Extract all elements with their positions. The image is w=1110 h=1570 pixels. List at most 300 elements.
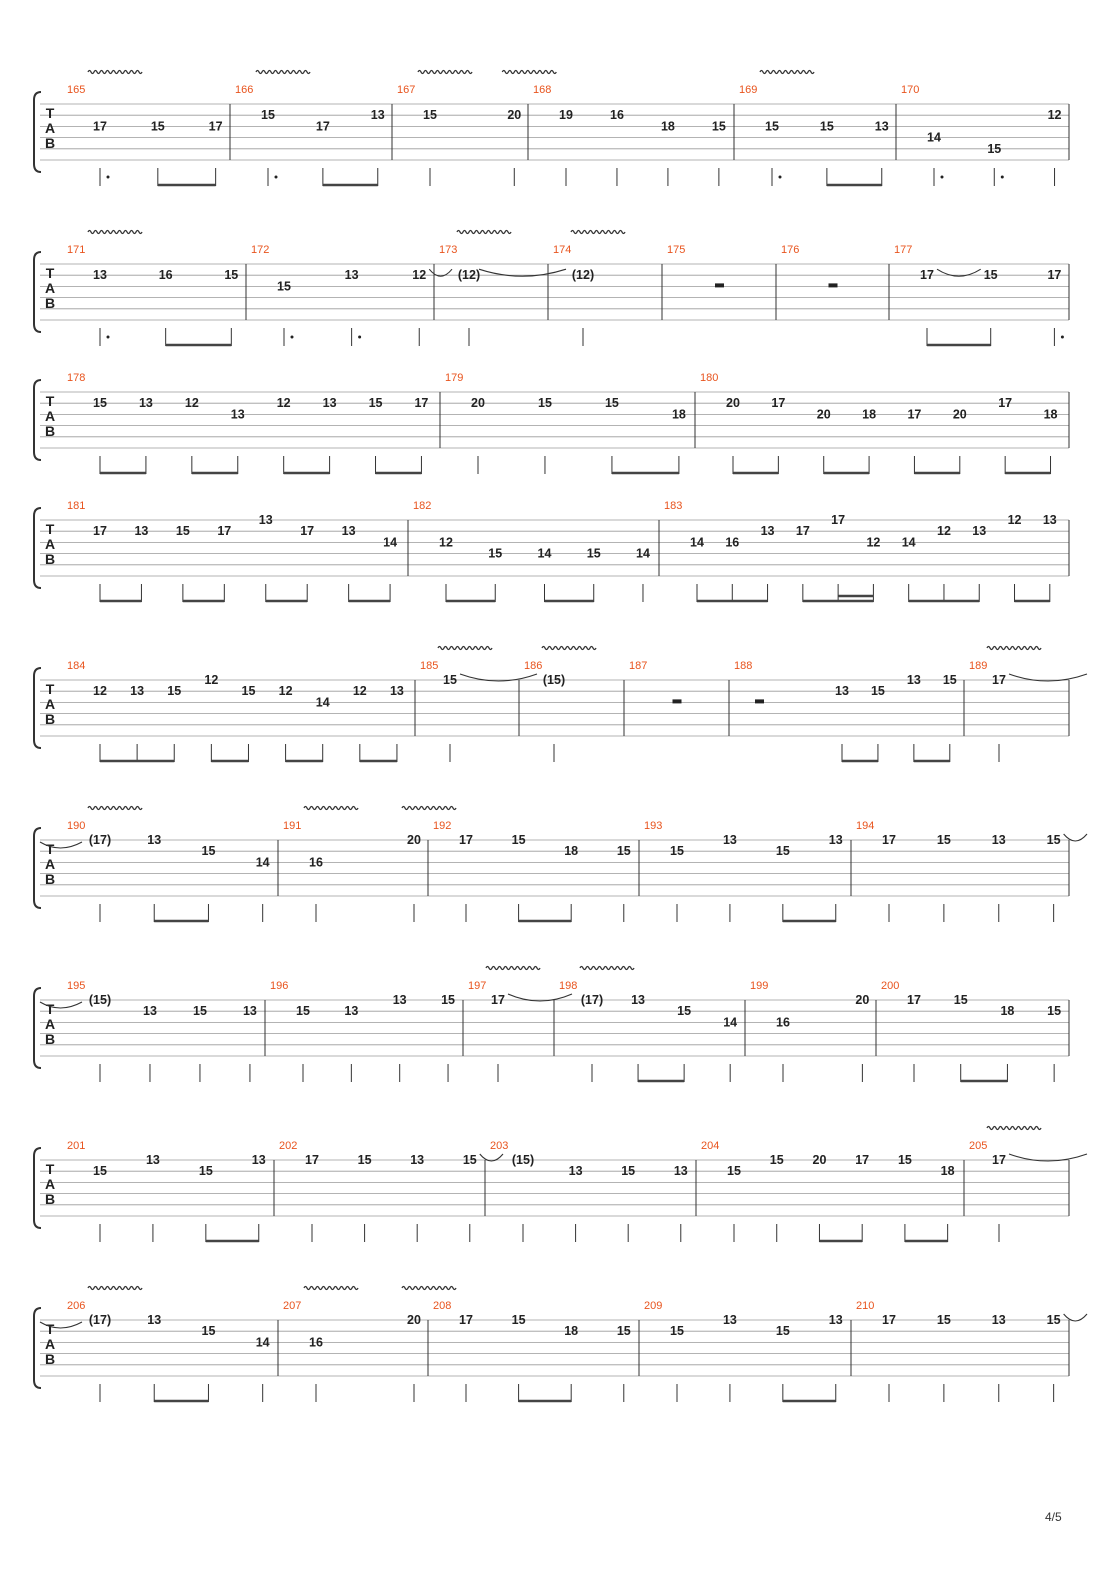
- fret-number: 14: [255, 855, 270, 870]
- tab-system: [34, 231, 1069, 347]
- tab-system: [34, 500, 1069, 602]
- vibrato-mark: [457, 231, 511, 234]
- fret-number: 18: [862, 407, 877, 422]
- fret-number: 20: [726, 396, 740, 411]
- measure: [67, 231, 238, 347]
- fret-number: 15: [175, 524, 190, 539]
- fret-number: 20: [471, 396, 485, 411]
- tab-clef-letter: T: [45, 105, 55, 121]
- measure: [553, 231, 625, 347]
- fret-number: 13: [991, 833, 1006, 847]
- fret-number: 13: [631, 993, 646, 1007]
- system-brace: [34, 668, 41, 748]
- fret-number: 18: [671, 407, 686, 422]
- fret-number: 14: [315, 695, 330, 710]
- fret-number: 15: [775, 844, 790, 859]
- fret-number: 20: [812, 1153, 827, 1167]
- vibrato-mark: [760, 71, 814, 74]
- measure-number: 202: [279, 1140, 298, 1152]
- fret-number: 15: [727, 1164, 741, 1179]
- measure-number: 165: [67, 84, 86, 96]
- fret-number: 13: [410, 1153, 425, 1167]
- fret-number: 15: [198, 1164, 213, 1179]
- fret-number: 20: [816, 407, 831, 422]
- measure-number: 201: [67, 1140, 86, 1152]
- fret-number: 13: [835, 684, 849, 699]
- measure-number: 167: [397, 84, 416, 96]
- fret-number: 17: [907, 407, 922, 422]
- tab-system: [34, 647, 1087, 763]
- fret-number: 13: [722, 1313, 737, 1327]
- fret-number: 15: [357, 1153, 372, 1167]
- measure: [644, 820, 843, 922]
- fret-number: 18: [940, 1164, 955, 1179]
- fret-number: 17: [831, 513, 846, 527]
- rhythm-dot: [107, 176, 110, 179]
- measure: [701, 1140, 955, 1242]
- fret-number: 15: [488, 546, 503, 561]
- vibrato-mark: [402, 1287, 456, 1290]
- tab-clef-letter: B: [44, 1351, 56, 1367]
- fret-number: 13: [344, 268, 359, 283]
- fret-number: 15: [277, 279, 291, 294]
- measure: [901, 84, 1062, 186]
- tab-clef-letter: A: [44, 1016, 56, 1032]
- fret-number: (17): [580, 993, 604, 1007]
- tab-clef-letter: T: [45, 1321, 55, 1337]
- rhythm-dot: [941, 176, 944, 179]
- measure-number: 185: [420, 660, 439, 672]
- fret-number: 13: [760, 524, 775, 539]
- rhythm-dot: [291, 336, 294, 339]
- fret-number: 15: [441, 993, 455, 1007]
- fret-number: 17: [855, 1153, 870, 1167]
- fret-number: 15: [224, 268, 239, 283]
- fret-number: 20: [407, 833, 421, 847]
- measure: [251, 244, 452, 346]
- measure: [468, 967, 572, 1083]
- measure-number: 183: [664, 500, 683, 512]
- measure: [67, 372, 428, 474]
- measure: [40, 807, 270, 923]
- vibrato-mark: [987, 1127, 1041, 1130]
- fret-number: (12): [457, 268, 481, 283]
- measure-number: 209: [644, 1300, 663, 1312]
- measure-number: 208: [433, 1300, 452, 1312]
- measure-number: 197: [468, 980, 487, 992]
- rhythm-dot: [1061, 336, 1064, 339]
- vibrato-mark: [88, 71, 142, 74]
- fret-number: 17: [305, 1153, 319, 1167]
- fret-number: 17: [93, 524, 107, 539]
- measure-number: 181: [67, 500, 86, 512]
- fret-number: 15: [936, 833, 951, 847]
- fret-number: 15: [987, 141, 1002, 156]
- fret-number: 12: [276, 396, 291, 411]
- vibrato-mark: [88, 807, 142, 810]
- measure-number: 189: [969, 660, 988, 672]
- measure: [490, 1140, 688, 1242]
- fret-number: 16: [610, 108, 624, 123]
- fret-number: 15: [670, 1324, 684, 1339]
- fret-number: 13: [143, 1004, 157, 1019]
- vibrato-mark: [418, 71, 472, 74]
- measure-number: 186: [524, 660, 543, 672]
- measure: [433, 1300, 631, 1402]
- fret-number: 14: [255, 1335, 270, 1350]
- fret-number: 13: [370, 108, 385, 123]
- whole-rest: [755, 699, 764, 703]
- fret-number: 12: [412, 268, 427, 283]
- fret-number: (12): [571, 268, 595, 283]
- tab-system: [34, 1127, 1087, 1243]
- tab-clef-letter: A: [44, 120, 56, 136]
- vibrato-mark: [486, 967, 540, 970]
- fret-number: 15: [1046, 833, 1061, 847]
- tab-clef-letter: A: [44, 856, 56, 872]
- fret-number: 13: [673, 1164, 688, 1179]
- measure-number: 184: [67, 660, 86, 672]
- fret-number: 17: [208, 119, 223, 134]
- measure: [781, 244, 838, 287]
- fret-number: 18: [1000, 1004, 1015, 1019]
- tab-system: [34, 71, 1069, 187]
- fret-number: (15): [88, 993, 112, 1007]
- measure: [40, 1287, 270, 1403]
- fret-number: 13: [991, 1313, 1006, 1327]
- measure-number: 206: [67, 1300, 86, 1312]
- fret-number: 15: [1047, 1004, 1062, 1019]
- system-brace: [34, 1308, 41, 1388]
- rhythm-dot: [107, 336, 110, 339]
- fret-number: 15: [775, 1324, 790, 1339]
- fret-number: 12: [352, 684, 367, 699]
- fret-number: 17: [992, 1153, 1006, 1167]
- vibrato-mark: [402, 807, 456, 810]
- fret-number: 13: [972, 524, 987, 539]
- fret-number: 15: [462, 1153, 477, 1167]
- fret-number: 13: [242, 1004, 257, 1019]
- system-brace: [34, 380, 41, 460]
- measure-number: 177: [894, 244, 913, 256]
- measure: [279, 1140, 503, 1242]
- measure: [533, 84, 726, 186]
- measure-number: 182: [413, 500, 432, 512]
- fret-number: 15: [983, 268, 998, 283]
- fret-number: 15: [953, 993, 968, 1007]
- fret-number: 13: [251, 1153, 266, 1167]
- measure-number: 178: [67, 372, 86, 384]
- measure-number: 192: [433, 820, 452, 832]
- fret-number: 15: [942, 673, 957, 687]
- fret-number: 13: [138, 396, 153, 411]
- fret-number: 17: [998, 396, 1013, 411]
- measure: [445, 372, 686, 474]
- fret-number: 13: [322, 396, 337, 411]
- fret-number: 12: [1047, 108, 1062, 123]
- measure: [67, 660, 404, 762]
- fret-number: 13: [392, 993, 407, 1007]
- fret-number: 15: [1046, 1313, 1061, 1327]
- rhythm-dot: [275, 176, 278, 179]
- measure: [667, 244, 724, 287]
- fret-number: (15): [511, 1153, 535, 1167]
- fret-number: 15: [201, 844, 216, 859]
- measure-number: 190: [67, 820, 86, 832]
- fret-number: 13: [722, 833, 737, 847]
- measure: [894, 244, 1064, 346]
- measure-number: 173: [439, 244, 458, 256]
- fret-number: 12: [439, 535, 453, 550]
- measure: [856, 820, 1087, 922]
- rhythm-dot: [779, 176, 782, 179]
- tab-clef-letter: T: [45, 1161, 55, 1177]
- measure-number: 187: [629, 660, 648, 672]
- fret-number: (17): [88, 1313, 112, 1327]
- measure: [270, 980, 455, 1082]
- measure-number: 194: [856, 820, 875, 832]
- vibrato-mark: [542, 647, 596, 650]
- tab-clef-letter: T: [45, 1001, 55, 1017]
- vibrato-mark: [88, 231, 142, 234]
- fret-number: 17: [491, 993, 505, 1007]
- measure-number: 168: [533, 84, 552, 96]
- fret-number: 18: [564, 1324, 579, 1339]
- measure-number: 170: [901, 84, 920, 96]
- tab-clef-letter: A: [44, 408, 56, 424]
- system-brace: [34, 828, 41, 908]
- fret-number: 13: [568, 1164, 583, 1179]
- fret-number: 17: [771, 396, 786, 411]
- vibrato-mark: [502, 71, 556, 74]
- measure-number: 196: [270, 980, 289, 992]
- fret-number: 15: [670, 844, 684, 859]
- measure-number: 172: [251, 244, 270, 256]
- measure: [283, 807, 456, 923]
- fret-number: 15: [511, 833, 526, 847]
- fret-number: 17: [920, 268, 934, 283]
- measure: [67, 1140, 266, 1242]
- measure: [856, 1300, 1087, 1402]
- tab-clef-letter: T: [45, 393, 55, 409]
- fret-number: 18: [1043, 407, 1058, 422]
- tab-clef-letter: T: [45, 841, 55, 857]
- fret-number: 12: [278, 684, 293, 699]
- fret-number: 17: [300, 524, 315, 539]
- fret-number: 15: [819, 119, 834, 134]
- tab-clef-letter: B: [44, 871, 56, 887]
- measure-number: 195: [67, 980, 86, 992]
- measure: [40, 980, 257, 1082]
- fret-number: 13: [389, 684, 404, 699]
- fret-number: 15: [241, 684, 256, 699]
- fret-number: 13: [147, 1313, 162, 1327]
- measure-number: 171: [67, 244, 86, 256]
- fret-number: 13: [258, 513, 273, 527]
- system-brace: [34, 508, 41, 588]
- fret-number: 14: [723, 1015, 738, 1030]
- tab-clef-letter: B: [44, 1031, 56, 1047]
- fret-number: 15: [368, 396, 383, 411]
- fret-number: 17: [459, 1313, 473, 1327]
- measure: [700, 372, 1058, 474]
- fret-number: 13: [828, 1313, 843, 1327]
- measure: [413, 500, 650, 602]
- vibrato-mark: [88, 1287, 142, 1290]
- measure: [881, 980, 1061, 1082]
- fret-number: 15: [604, 396, 619, 411]
- fret-number: 12: [1007, 513, 1022, 527]
- fret-number: 15: [261, 108, 275, 123]
- vibrato-mark: [571, 231, 625, 234]
- fret-number: 15: [423, 108, 437, 123]
- rhythm-dot: [358, 336, 361, 339]
- fret-number: 17: [459, 833, 473, 847]
- tab-clef-letter: A: [44, 280, 56, 296]
- tab-clef-letter: A: [44, 696, 56, 712]
- tab-clef-letter: B: [44, 1191, 56, 1207]
- measure: [644, 1300, 843, 1402]
- measure-number: 169: [739, 84, 758, 96]
- vibrato-mark: [987, 647, 1041, 650]
- fret-number: 15: [616, 844, 631, 859]
- fret-number: 15: [511, 1313, 526, 1327]
- fret-number: 13: [344, 1004, 359, 1019]
- tab-clef-letter: T: [45, 265, 55, 281]
- measure-number: 166: [235, 84, 254, 96]
- page-number: 4/5: [1045, 1510, 1062, 1524]
- fret-number: 13: [93, 268, 107, 283]
- fret-number: (15): [542, 673, 566, 687]
- whole-rest: [829, 283, 838, 287]
- measure-number: 204: [701, 1140, 720, 1152]
- measure: [433, 820, 631, 922]
- fret-number: 18: [660, 119, 675, 134]
- tab-system: [34, 967, 1069, 1083]
- fret-number: 15: [296, 1004, 310, 1019]
- fret-number: 17: [1047, 268, 1062, 283]
- measure: [235, 71, 385, 187]
- fret-number: 12: [204, 673, 219, 687]
- measure-number: 199: [750, 980, 769, 992]
- tab-clef-letter: A: [44, 1176, 56, 1192]
- measure: [67, 500, 397, 602]
- fret-number: 12: [937, 524, 951, 539]
- fret-number: 15: [621, 1164, 636, 1179]
- fret-number: 13: [906, 673, 921, 687]
- tab-clef-letter: A: [44, 1336, 56, 1352]
- fret-number: 15: [711, 119, 726, 134]
- measure-number: 174: [553, 244, 572, 256]
- fret-number: 20: [407, 1313, 421, 1327]
- fret-number: 17: [217, 524, 232, 539]
- fret-number: 17: [992, 673, 1006, 687]
- fret-number: 15: [677, 1004, 692, 1019]
- measure: [283, 1287, 456, 1403]
- tab-system: [34, 372, 1069, 474]
- fret-number: 13: [341, 524, 356, 539]
- fret-number: 13: [134, 524, 149, 539]
- measure-number: 188: [734, 660, 753, 672]
- vibrato-mark: [438, 647, 492, 650]
- measure: [67, 71, 223, 187]
- fret-number: 17: [907, 993, 921, 1007]
- fret-number: 13: [828, 833, 843, 847]
- fret-number: 15: [936, 1313, 951, 1327]
- whole-rest: [673, 699, 682, 703]
- fret-number: 17: [882, 833, 896, 847]
- fret-number: 12: [93, 684, 107, 699]
- vibrato-mark: [304, 807, 358, 810]
- measure-number: 179: [445, 372, 464, 384]
- fret-number: 14: [927, 130, 941, 145]
- fret-number: 15: [150, 119, 165, 134]
- fret-number: 12: [866, 535, 881, 550]
- system-brace: [34, 1148, 41, 1228]
- fret-number: 13: [130, 684, 145, 699]
- measure: [439, 231, 566, 347]
- measure: [629, 660, 682, 703]
- fret-number: 13: [1042, 513, 1057, 527]
- fret-number: 17: [315, 119, 330, 134]
- fret-number: 14: [690, 535, 704, 550]
- vibrato-mark: [304, 1287, 358, 1290]
- fret-number: 15: [201, 1324, 216, 1339]
- fret-number: 18: [564, 844, 579, 859]
- fret-number: 15: [616, 1324, 631, 1339]
- fret-number: 16: [309, 855, 323, 870]
- measure-number: 180: [700, 372, 719, 384]
- measure: [664, 500, 1057, 602]
- fret-number: 15: [93, 1164, 107, 1179]
- tab-clef-letter: T: [45, 681, 55, 697]
- fret-number: 15: [443, 673, 457, 687]
- fret-number: 16: [158, 268, 173, 283]
- fret-number: 15: [193, 1004, 207, 1019]
- measure-number: 207: [283, 1300, 302, 1312]
- fret-number: 15: [586, 546, 601, 561]
- measure-number: 205: [969, 1140, 988, 1152]
- measure: [734, 660, 957, 762]
- measure-number: 198: [559, 980, 578, 992]
- fret-number: 15: [93, 396, 107, 411]
- tab-clef-letter: B: [44, 295, 56, 311]
- measure-number: 191: [283, 820, 302, 832]
- tab-clef-letter: B: [44, 135, 56, 151]
- fret-number: 15: [167, 684, 182, 699]
- fret-number: 14: [636, 546, 650, 561]
- system-brace: [34, 252, 41, 332]
- vibrato-mark: [580, 967, 634, 970]
- fret-number: 17: [795, 524, 810, 539]
- fret-number: 13: [874, 119, 889, 134]
- fret-number: 15: [897, 1153, 912, 1167]
- system-brace: [34, 92, 41, 172]
- fret-number: 17: [93, 119, 107, 134]
- measure-number: 193: [644, 820, 663, 832]
- fret-number: 19: [559, 108, 573, 123]
- tab-system: [34, 1287, 1087, 1403]
- system-brace: [34, 988, 41, 1068]
- measure-number: 175: [667, 244, 686, 256]
- tab-clef-letter: B: [44, 711, 56, 727]
- fret-number: 20: [855, 993, 870, 1007]
- fret-number: 16: [776, 1015, 790, 1030]
- fret-number: 13: [147, 833, 162, 847]
- tab-system: [34, 807, 1087, 923]
- tab-clef-letter: A: [44, 536, 56, 552]
- vibrato-mark: [256, 71, 310, 74]
